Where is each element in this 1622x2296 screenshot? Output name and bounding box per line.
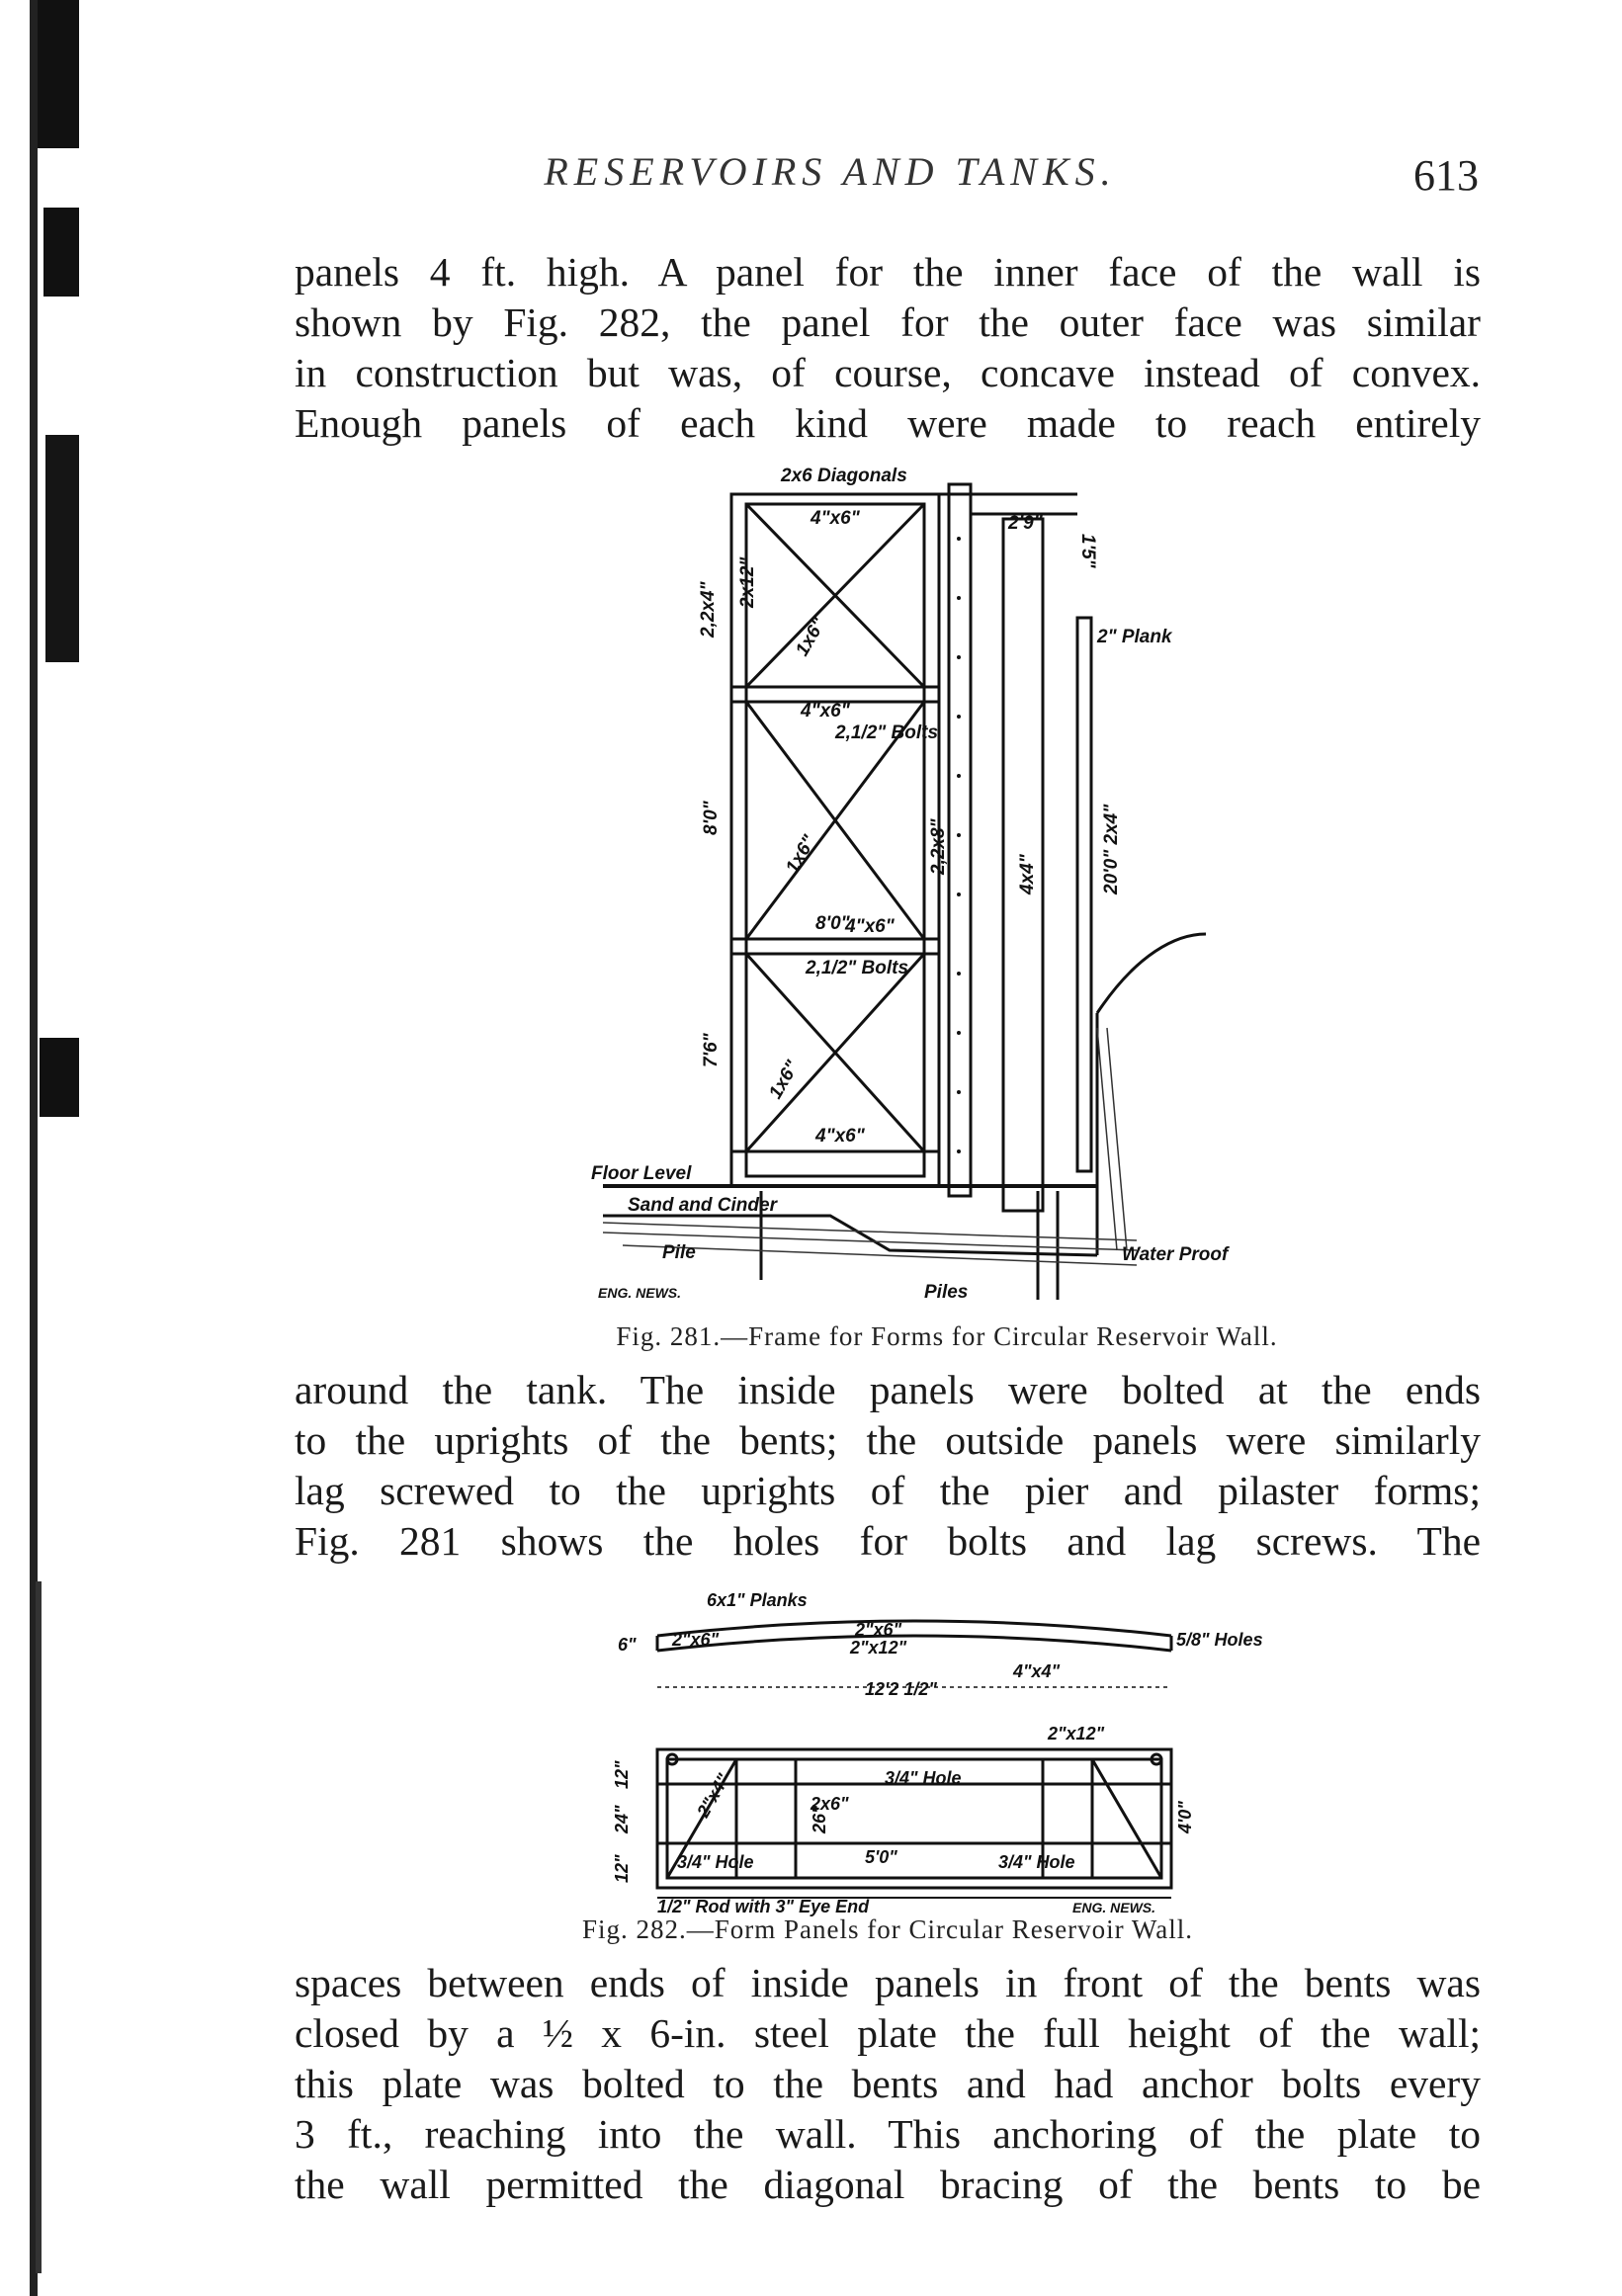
text-line: to the uprights of the bents; the outside panels were similarly: [295, 1417, 1481, 1463]
label-bolts-a: 2,1/2" Bolts: [835, 723, 939, 743]
label-dim-20-2x4: 20'0" 2x4": [1101, 804, 1122, 894]
label-dim-29: 2'9": [1008, 513, 1043, 534]
figure-281-caption: Fig. 281.—Frame for Forms for Circular Reservoir Wall.: [616, 1321, 1278, 1351]
text-line: this plate was bolted to the bents and had anchor bolts every: [295, 2061, 1481, 2106]
label-water-proof: Water Proof: [1122, 1244, 1229, 1265]
text-line: around the tank. The inside panels were bolted at the ends: [295, 1367, 1481, 1412]
label-left-dim-2x4: 2,2x4": [698, 581, 719, 638]
page-number: 613: [1413, 151, 1479, 200]
figure-281-frame-drawing: [583, 460, 1229, 1315]
label-dim-4x4: 4"x4": [1013, 1661, 1061, 1681]
label-post-4x4: 4x4": [1017, 854, 1038, 894]
text-line: closed by a ½ x 6-in. steel plate the full height of the wall;: [295, 2010, 1481, 2056]
label-mid-4x6-a: 4"x6": [801, 701, 850, 722]
text-line: the wall permitted the diagonal bracing of the bents to be: [295, 2162, 1481, 2207]
paragraph-1: [295, 247, 1481, 449]
label-mid-2x6: 2x6": [811, 1794, 849, 1814]
text-line: in construction but was, of course, concave instead of convex.: [295, 350, 1481, 395]
label-hole-left: 3/4" Hole: [677, 1852, 754, 1872]
label-pile: Pile: [662, 1242, 696, 1263]
label-side-12b: 12": [612, 1854, 632, 1883]
label-brace-c: 1x6": [765, 1057, 804, 1103]
label-post-2x8: 2,2x8": [928, 818, 949, 875]
label-mid-4x6-b: 4"x6": [845, 916, 895, 937]
label-holes: 5/8" Holes: [1176, 1630, 1263, 1650]
paragraph-3: [295, 1958, 1481, 2210]
label-brace-a: 1x6": [792, 614, 830, 660]
label-dim-50: 5'0": [865, 1847, 897, 1867]
text-line: panels 4 ft. high. A panel for the inner face of the wall is: [295, 249, 1481, 295]
figure-281-credit: ENG. NEWS.: [598, 1285, 682, 1301]
text-line: Enough panels of each kind were made to reach entirely: [295, 400, 1481, 446]
label-left-dim-2x12: 2x12": [737, 556, 758, 608]
label-brace-b: 1x6": [782, 831, 820, 878]
label-bottom-4x6: 4"x6": [815, 1126, 865, 1147]
label-side-12: 12": [612, 1760, 632, 1789]
figure-282-panel-drawing: [598, 1586, 1263, 1916]
label-dim-15: 1'5": [1077, 534, 1098, 568]
figure-282-credit: ENG. NEWS.: [1072, 1900, 1156, 1915]
text-line: spaces between ends of inside panels in front of the bents was: [295, 1960, 1481, 2005]
text-line: shown by Fig. 282, the panel for the outer face was similar: [295, 299, 1481, 345]
label-floor-level: Floor Level: [591, 1163, 692, 1184]
label-top-2x6-b: 2"x6": [855, 1620, 902, 1640]
label-side-24: 24": [612, 1805, 632, 1833]
label-top-2x12-b: 2"x12": [1048, 1724, 1105, 1743]
label-planks: 2" Plank: [1097, 627, 1172, 647]
paragraph-2: [295, 1365, 1481, 1567]
label-height-40: 4'0": [1175, 1801, 1195, 1833]
text-line: Fig. 281 shows the holes for bolts and lag screws. The: [295, 1518, 1481, 1564]
running-head: RESERVOIRS AND TANKS.: [544, 149, 1117, 194]
label-span: 12'2 1/2": [865, 1679, 937, 1699]
label-top-2x12: 2"x12": [850, 1638, 907, 1658]
label-height-80: 8'0": [701, 801, 722, 835]
text-line: 3 ft., reaching into the wall. This anchoring of the plate to: [295, 2111, 1481, 2157]
text-line: lag screwed to the uprights of the pier and pilaster forms;: [295, 1468, 1481, 1513]
label-rod: 1/2" Rod with 3" Eye End: [657, 1897, 870, 1916]
label-dim-6: 6": [618, 1635, 637, 1655]
label-top-cap: 4"x6": [811, 508, 860, 529]
label-brace-2x4: 2"x4": [693, 1770, 734, 1821]
label-bolts-b: 2,1/2" Bolts: [806, 958, 909, 978]
label-hole-34: 3/4" Hole: [885, 1768, 962, 1788]
label-diagonals: 2x6 Diagonals: [781, 466, 907, 486]
label-dim-26: 26": [810, 1805, 829, 1833]
scanned-binding-edge: [0, 0, 89, 2296]
label-piles: Piles: [924, 1282, 969, 1303]
label-width-80: 8'0": [815, 913, 850, 934]
figure-282-caption: Fig. 282.—Form Panels for Circular Reservoir Wall.: [581, 1914, 1193, 1944]
label-sand-cinder: Sand and Cinder: [628, 1195, 777, 1216]
label-planks: 6x1" Planks: [707, 1590, 808, 1610]
label-height-76: 7'6": [701, 1033, 722, 1067]
label-hole-right: 3/4" Hole: [998, 1852, 1075, 1872]
label-top-2x6-a: 2"x6": [672, 1630, 720, 1650]
